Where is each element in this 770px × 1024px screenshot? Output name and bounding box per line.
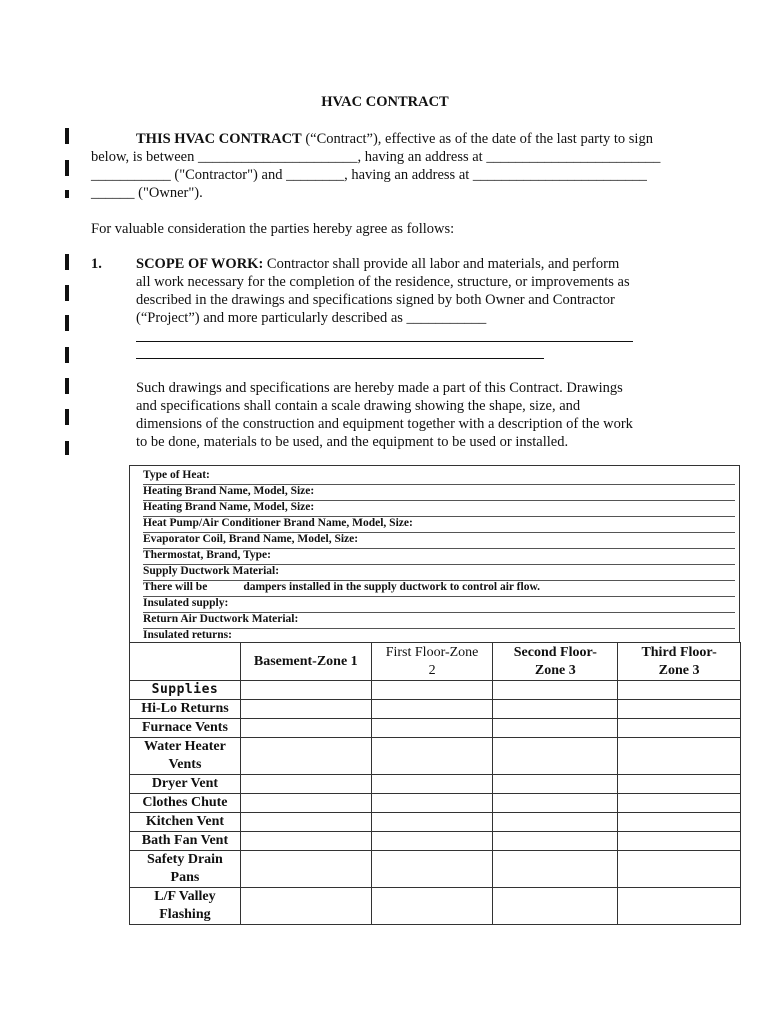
header-second-b: Zone 3 — [534, 662, 576, 678]
zone-cell[interactable] — [493, 775, 618, 794]
zone-cell[interactable] — [371, 700, 493, 719]
page-title: HVAC CONTRACT — [321, 94, 449, 110]
header-second-floor — [493, 643, 618, 681]
revision-bar — [65, 128, 69, 144]
row-label-b: Flashing — [159, 907, 211, 922]
revision-bar — [65, 315, 69, 331]
zone-cell[interactable] — [493, 700, 618, 719]
zone-cell[interactable] — [618, 888, 741, 925]
zone-cell[interactable] — [240, 851, 371, 888]
drawings-line-2: and specifications shall contain a scale drawing showing the shape, size, and — [136, 398, 581, 414]
row-label-a: Water Heater — [144, 739, 226, 754]
zone-cell[interactable] — [618, 851, 741, 888]
header-first-b: 2 — [428, 662, 436, 678]
header-first-a: First Floor-Zone — [385, 644, 479, 660]
intro-line-1 — [136, 130, 653, 148]
zone-cell[interactable] — [493, 813, 618, 832]
heating-field: Evaporator Coil, Brand Name, Model, Size: — [143, 532, 735, 549]
scope-line-2: all work necessary for the completion of the residence, structure, or improvements as — [136, 274, 630, 290]
scope-line-1 — [136, 255, 619, 273]
row-label-b: Pans — [170, 870, 200, 885]
table-row — [130, 681, 741, 700]
scope-rest: Contractor shall provide all labor and materials, and perform — [263, 256, 620, 272]
heating-field: Heating Brand Name, Model, Size: — [143, 484, 735, 501]
revision-bar — [65, 190, 69, 198]
table-row — [130, 888, 741, 925]
row-label-a: Safety Drain — [147, 852, 223, 867]
zone-cell[interactable] — [371, 794, 493, 813]
header-basement: Basement-Zone 1 — [240, 643, 371, 681]
heating-field: Supply Ductwork Material: — [143, 564, 735, 581]
intro-line-4: ______ ("Owner"). — [91, 185, 203, 201]
row-label-a: L/F Valley — [154, 889, 216, 904]
row-label: Clothes Chute — [130, 794, 241, 813]
zone-cell[interactable] — [618, 719, 741, 738]
zone-cell[interactable] — [493, 832, 618, 851]
zone-table — [129, 642, 741, 925]
row-label: Kitchen Vent — [130, 813, 241, 832]
row-label — [130, 738, 241, 775]
header-third-a: Third Floor- — [641, 644, 717, 660]
scope-heading: SCOPE OF WORK: — [136, 256, 264, 272]
heating-field: Thermostat, Brand, Type: — [143, 548, 735, 565]
zone-cell[interactable] — [371, 681, 493, 700]
zone-cell[interactable] — [240, 888, 371, 925]
dampers-label: There will be — [143, 581, 208, 593]
table-row — [130, 813, 741, 832]
intro-line-2: below, is between ______________________, having an address at ________________________ — [91, 149, 661, 165]
blank-line — [136, 358, 544, 359]
revision-bar — [65, 347, 69, 363]
zone-cell[interactable] — [618, 681, 741, 700]
zone-cell[interactable] — [240, 719, 371, 738]
row-label — [130, 888, 241, 925]
heating-field: Heat Pump/Air Conditioner Brand Name, Model, Size: — [143, 516, 735, 533]
heating-field: Insulated returns: — [143, 629, 232, 641]
zone-cell[interactable] — [493, 888, 618, 925]
heating-field: Type of Heat: — [143, 468, 735, 485]
scope-line-3: described in the drawings and specifications signed by both Owner and Contractor — [136, 292, 615, 308]
drawings-line-4: to be done, materials to be used, and the equipment to be used or installed. — [136, 434, 569, 450]
header-first-floor — [371, 643, 493, 681]
table-row — [130, 738, 741, 775]
revision-bar — [65, 160, 69, 176]
zone-cell[interactable] — [240, 738, 371, 775]
row-label — [130, 851, 241, 888]
zone-cell[interactable] — [618, 700, 741, 719]
drawings-line-1: Such drawings and specifications are hereby made a part of this Contract. Drawings — [136, 380, 623, 396]
revision-bar — [65, 285, 69, 301]
table-header-row — [130, 643, 741, 681]
zone-cell[interactable] — [371, 719, 493, 738]
table-row — [130, 719, 741, 738]
zone-cell[interactable] — [371, 813, 493, 832]
zone-cell[interactable] — [371, 775, 493, 794]
row-label-b: Vents — [168, 757, 202, 772]
zone-cell[interactable] — [240, 700, 371, 719]
zone-cell[interactable] — [371, 832, 493, 851]
zone-cell[interactable] — [240, 775, 371, 794]
zone-cell[interactable] — [493, 794, 618, 813]
table-row — [130, 794, 741, 813]
zone-cell[interactable] — [371, 888, 493, 925]
dampers-row — [143, 580, 735, 597]
section-number: 1. — [91, 256, 102, 272]
revision-bar — [65, 254, 69, 270]
zone-cell[interactable] — [240, 794, 371, 813]
dampers-text: dampers installed in the supply ductwork to control air flow. — [243, 581, 540, 593]
heating-field: Return Air Ductwork Material: — [143, 612, 735, 629]
zone-cell[interactable] — [493, 719, 618, 738]
zone-cell[interactable] — [493, 681, 618, 700]
table-corner-cell — [130, 643, 241, 681]
blank-line — [136, 341, 633, 342]
zone-cell[interactable] — [240, 813, 371, 832]
header-third-floor — [618, 643, 741, 681]
consideration-text: For valuable consideration the parties hereby agree as follows: — [91, 221, 455, 237]
revision-bar — [65, 378, 69, 394]
table-row — [130, 851, 741, 888]
row-label: Hi-Lo Returns — [130, 700, 241, 719]
revision-bar — [65, 441, 69, 455]
table-row — [130, 775, 741, 794]
row-label: Bath Fan Vent — [130, 832, 241, 851]
zone-cell[interactable] — [618, 738, 741, 775]
table-row — [130, 700, 741, 719]
zone-cell[interactable] — [618, 794, 741, 813]
zone-cell[interactable] — [371, 738, 493, 775]
heating-field: Heating Brand Name, Model, Size: — [143, 500, 735, 517]
table-row — [130, 832, 741, 851]
intro-line-3: ___________ ("Contractor") and ________, having an address at ________________________ — [91, 167, 647, 183]
intro-bold: THIS HVAC CONTRACT — [136, 131, 302, 147]
row-label: Supplies — [130, 681, 241, 700]
zone-cell[interactable] — [240, 832, 371, 851]
revision-bar — [65, 409, 69, 425]
row-label: Furnace Vents — [130, 719, 241, 738]
zone-cell[interactable] — [240, 681, 371, 700]
scope-line-4: (“Project”) and more particularly described as ___________ — [136, 310, 487, 326]
intro-rest: (“Contract”), effective as of the date of the last party to sign — [301, 131, 653, 147]
drawings-line-3: dimensions of the construction and equipment together with a description of the work — [136, 416, 633, 432]
row-label: Dryer Vent — [130, 775, 241, 794]
zone-cell[interactable] — [618, 832, 741, 851]
zone-cell[interactable] — [618, 775, 741, 794]
zone-cell[interactable] — [371, 851, 493, 888]
zone-cell[interactable] — [493, 851, 618, 888]
zone-cell[interactable] — [618, 813, 741, 832]
heating-field: Insulated supply: — [143, 596, 735, 613]
header-second-a: Second Floor- — [513, 644, 597, 660]
zone-cell[interactable] — [493, 738, 618, 775]
header-third-b: Zone 3 — [658, 662, 700, 678]
